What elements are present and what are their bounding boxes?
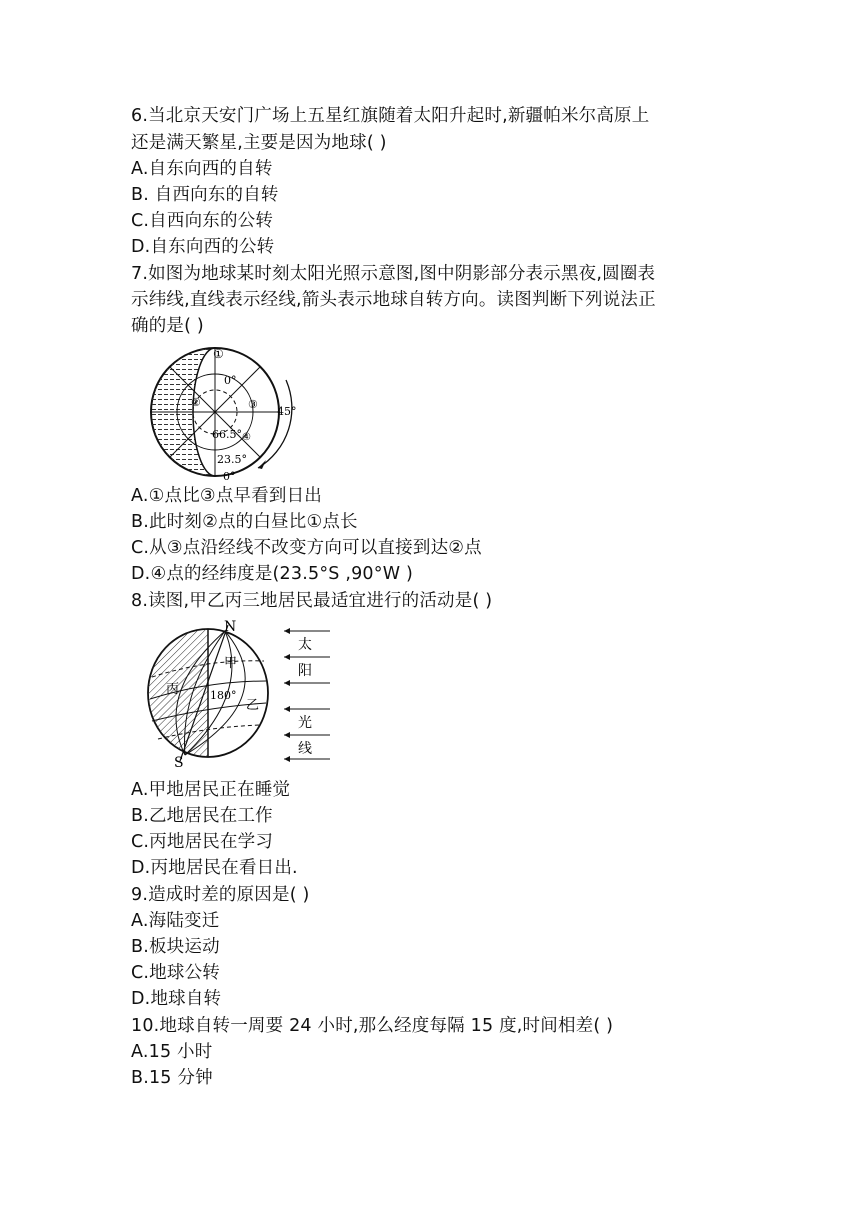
mark-4: ④: [242, 432, 251, 443]
q6-option-c: C.自西向东的公转: [131, 211, 274, 231]
q7-stem-line2: 示纬线,直线表示经线,箭头表示地球自转方向。读图判断下列说法正: [131, 290, 656, 310]
q7-option-d: D.④点的经纬度是(23.5°S ,90°W ): [131, 564, 414, 584]
label-66-5deg: 66.5°: [212, 428, 242, 441]
q8-globe-figure: [140, 617, 340, 769]
q7-option-b: B.此时刻②点的白昼比①点长: [131, 512, 358, 532]
label-jia: 甲: [224, 656, 238, 671]
q7-stem-line1: 7.如图为地球某时刻太阳光照示意图,图中阴影部分表示黑夜,圆圈表: [131, 264, 656, 284]
mark-3: ③: [248, 398, 258, 411]
label-yi: 乙: [246, 698, 260, 713]
q6-option-b: B. 自西向东的自转: [131, 185, 279, 205]
q7-option-a: A.①点比③点早看到日出: [131, 486, 323, 506]
label-180deg: 180°: [210, 689, 237, 702]
q9-option-b: B.板块运动: [131, 937, 220, 957]
q9-option-a: A.海陆变迁: [131, 911, 220, 931]
mark-1: ①: [213, 347, 224, 361]
sun-ray-6-arrowhead: [284, 756, 290, 762]
q10-option-b: B.15 分钟: [131, 1068, 213, 1088]
q10-option-a: A.15 小时: [131, 1042, 213, 1062]
q8-option-b: B.乙地居民在工作: [131, 806, 273, 826]
sun-text-3: 光: [298, 715, 312, 731]
sun-text-2: 阳: [298, 663, 312, 679]
q9-stem: 9.造成时差的原因是( ): [131, 885, 310, 905]
q6-stem-line2: 还是满天繁星,主要是因为地球( ): [131, 133, 387, 153]
q6-option-d: D.自东向西的公转: [131, 237, 275, 257]
sun-ray-5-arrowhead: [284, 732, 290, 738]
mark-2: ②: [191, 396, 201, 409]
q6-stem-line1: 6.当北京天安门广场上五星红旗随着太阳升起时,新疆帕米尔高原上: [131, 106, 650, 126]
label-north: N: [224, 619, 237, 635]
q7-globe-figure: [140, 342, 310, 482]
sun-text-4: 线: [298, 741, 312, 757]
q7-option-c: C.从③点沿经线不改变方向可以直接到达②点: [131, 538, 482, 558]
q6-option-a: A.自东向西的自转: [131, 159, 273, 179]
q10-stem: 10.地球自转一周要 24 小时,那么经度每隔 15 度,时间相差( ): [131, 1016, 614, 1036]
q8-stem: 8.读图,甲乙丙三地居民最适宜进行的活动是( ): [131, 591, 493, 611]
q8-option-a: A.甲地居民正在睡觉: [131, 780, 291, 800]
sun-ray-1-arrowhead: [284, 628, 290, 634]
rotation-arrowhead: [258, 460, 266, 469]
label-south: S: [174, 755, 184, 769]
q7-stem-line3: 确的是( ): [131, 316, 204, 336]
sun-text-1: 太: [298, 637, 312, 653]
sun-ray-4-arrowhead: [284, 706, 290, 712]
q9-option-d: D.地球自转: [131, 989, 222, 1009]
q8-option-d: D.丙地居民在看日出.: [131, 858, 298, 878]
sun-ray-2-arrowhead: [284, 654, 290, 660]
label-45deg: 45°: [277, 405, 297, 418]
label-bing: 丙: [166, 682, 180, 697]
q8-option-c: C.丙地居民在学习: [131, 832, 274, 852]
sun-ray-3-arrowhead: [284, 680, 290, 686]
label-0deg-bottom: 0°: [223, 470, 236, 482]
label-23-5deg: 23.5°: [217, 453, 247, 466]
q9-option-c: C.地球公转: [131, 963, 220, 983]
label-0deg-top: 0°: [224, 374, 237, 387]
